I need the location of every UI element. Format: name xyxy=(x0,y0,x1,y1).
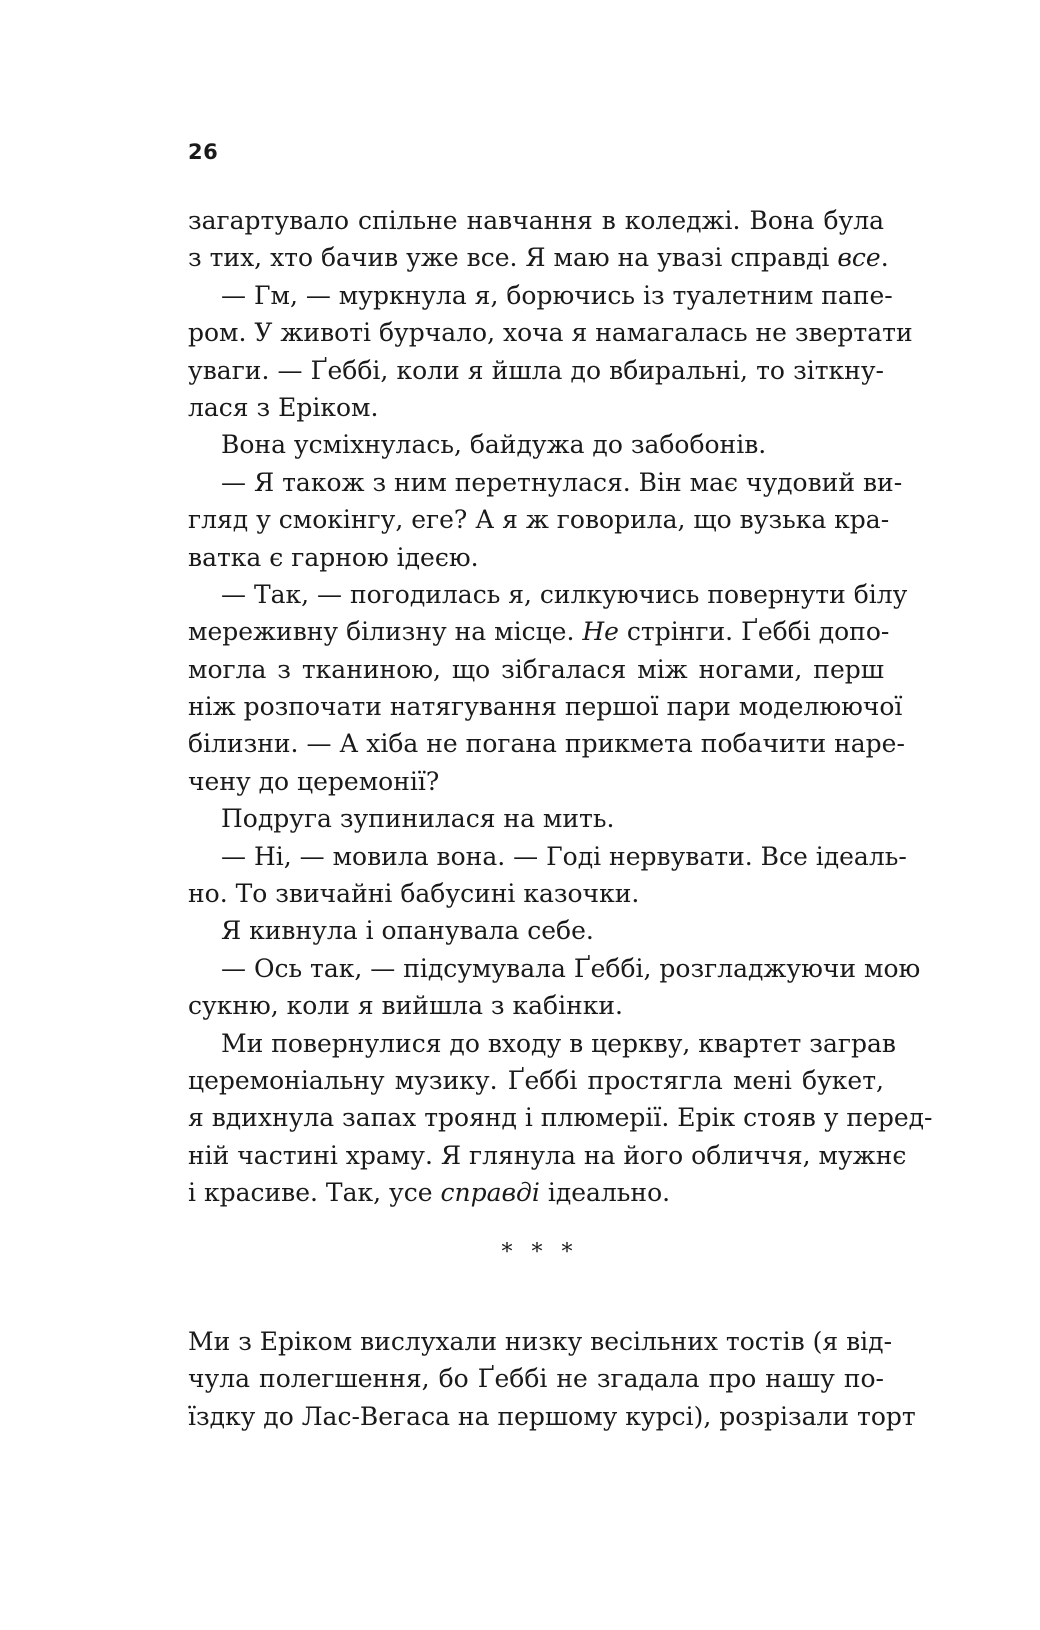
text-segment: — Я також з ним перетнулася. Він має чудовий ви- xyxy=(221,467,903,497)
text-line xyxy=(188,1099,933,1136)
text-segment: сукню, коли я вийшла з кабінки. xyxy=(188,991,623,1021)
text-line xyxy=(188,501,890,538)
text-line xyxy=(188,1360,884,1397)
text-segment: — Так, — погодилась я, силкуючись повернути білу xyxy=(221,579,908,609)
text-line xyxy=(188,912,884,949)
text-line xyxy=(188,950,921,987)
text-line xyxy=(188,426,884,463)
text-line xyxy=(188,1137,907,1174)
text-line xyxy=(188,1398,916,1435)
text-segment: білизни. — А хіба не погана прикмета побачити наре- xyxy=(188,729,905,759)
text-segment: ідеально. xyxy=(539,1178,671,1208)
text-segment: ром. У животі бурчало, хоча я намагалась не звертати xyxy=(188,318,913,348)
text-line xyxy=(188,1062,884,1099)
text-segment: я вдихнула запах троянд і плюмерії. Ерік стояв у перед- xyxy=(188,1103,933,1133)
text-line xyxy=(188,352,884,389)
text-segment: ніж розпочати натягування першої пари моделюючої xyxy=(188,692,903,722)
italic-text: все xyxy=(837,243,881,273)
text-line xyxy=(188,1025,896,1062)
text-segment: Подруга зупинилася на мить. xyxy=(221,804,615,834)
text-line xyxy=(188,576,908,613)
body-text-after-break xyxy=(188,1323,916,1435)
text-segment: Вона усміхнулась, байдужа до забобонів. xyxy=(221,430,767,460)
body-text-before-break xyxy=(188,202,933,1212)
text-segment: но. То звичайні бабусині казочки. xyxy=(188,879,640,909)
text-segment: їздку до Лас-Вегаса на першому курсі), розрізали торт xyxy=(188,1401,916,1431)
text-segment: загартувало спільне навчання в коледжі. Вона була xyxy=(188,206,884,235)
text-segment: стрінги. Ґеббі допо- xyxy=(618,617,890,647)
text-line xyxy=(188,314,913,351)
text-segment: Ми повернулися до входу в церкву, квартет заграв xyxy=(221,1028,896,1058)
text-line xyxy=(188,202,884,239)
text-segment: чену до церемонії? xyxy=(188,766,440,796)
text-segment: ній частині храму. Я глянула на його обличчя, мужнє xyxy=(188,1140,907,1170)
italic-text: справді xyxy=(440,1178,540,1208)
italic-text: Не xyxy=(582,617,619,647)
text-line xyxy=(188,838,907,875)
text-segment: уваги. — Ґеббі, коли я йшла до вбиральні, то зіткну- xyxy=(188,355,884,385)
text-line xyxy=(188,464,903,501)
text-segment: гляд у смокінгу, еге? А я ж говорила, що вузька кра- xyxy=(188,505,890,535)
text-line xyxy=(188,277,893,314)
text-line xyxy=(188,1323,893,1360)
text-segment: чула полегшення, бо Ґеббі не згадала про нашу по- xyxy=(188,1364,884,1394)
text-segment: лася з Еріком. xyxy=(188,392,379,422)
text-segment: Ми з Еріком вислухали низку весільних тостів (я від- xyxy=(188,1327,893,1356)
text-line xyxy=(188,1174,884,1211)
text-segment: з тих, хто бачив уже все. Я маю на увазі справді xyxy=(188,243,838,273)
text-segment: Я кивнула і опанувала себе. xyxy=(221,916,594,946)
text-segment: ватка є гарною ідеєю. xyxy=(188,542,479,572)
section-break: * * * xyxy=(501,1240,579,1265)
text-line xyxy=(188,875,884,912)
text-line xyxy=(188,539,884,576)
text-segment: — Ні, — мовила вона. — Годі нервувати. Все ідеаль- xyxy=(221,841,907,871)
text-line xyxy=(188,763,884,800)
text-segment: . xyxy=(880,243,889,273)
text-segment: — Ось так, — підсумувала Ґеббі, розгладжуючи мою xyxy=(221,953,921,983)
text-line xyxy=(188,725,905,762)
text-line xyxy=(188,800,884,837)
text-segment: могла з тканиною, що зібгалася між ногами, перш xyxy=(188,654,884,684)
text-line xyxy=(188,389,884,426)
text-line xyxy=(188,688,903,725)
text-line xyxy=(188,987,884,1024)
text-line xyxy=(188,239,889,276)
page-number: 26 xyxy=(188,140,219,164)
text-line xyxy=(188,613,890,650)
text-segment: мереживну білизну на місце. xyxy=(188,617,583,647)
text-segment: церемоніальну музику. Ґеббі простягла мені букет, xyxy=(188,1065,884,1095)
text-line xyxy=(188,651,884,688)
text-segment: — Гм, — муркнула я, борючись із туалетним папе- xyxy=(221,280,893,310)
text-segment: і красиве. Так, усе xyxy=(188,1178,441,1208)
